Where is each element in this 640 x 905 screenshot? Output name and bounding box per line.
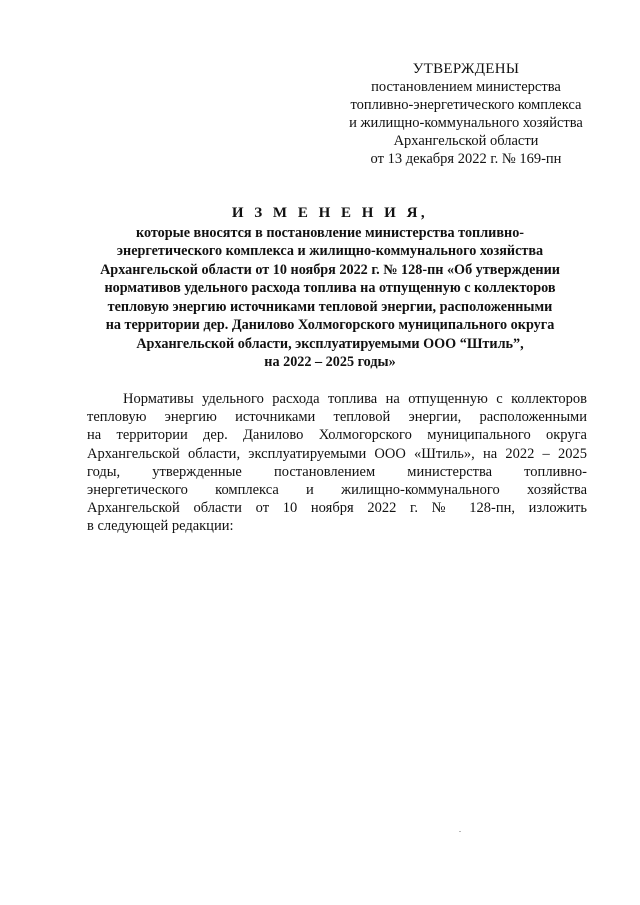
scan-speck (459, 831, 461, 832)
body-line-1: Нормативы удельного расхода топлива на отпущенную с коллекторов (123, 391, 587, 407)
title-line-6: на территории дер. Данилово Холмогорского муниципального округа (105, 317, 555, 333)
title-line-5: тепловую энергию источниками тепловой энергии, расположенными (107, 298, 553, 315)
approval-line-3: и жилищно-коммунального хозяйства (349, 115, 583, 131)
body-line-5: годы, утвержденные постановлением министерства топливно- (87, 463, 587, 480)
document-title-block (80, 204, 580, 372)
title-line-3: Архангельской области от 10 ноября 2022 г. № 128-пн «Об утверждении (100, 261, 560, 278)
body-line-2: тепловую энергию источниками тепловой энергии, расположенными (87, 409, 587, 426)
approval-block (336, 60, 596, 168)
body-line-7: Архангельской области от 10 ноября 2022 г. № 128-пн, изложить (87, 500, 587, 517)
approval-line-4: Архангельской области (393, 133, 539, 149)
body-line-8: в следующей редакции: (87, 518, 234, 535)
title-line-8: на 2022 – 2025 годы» (264, 354, 396, 370)
title-line-7: Архангельской области, эксплуатируемыми ООО “Штиль”, (136, 335, 524, 352)
title-line-1: которые вносятся в постановление министерства топливно- (135, 224, 525, 241)
approval-line-5: от 13 декабря 2022 г. № 169-пн (370, 151, 562, 167)
approval-line-2: топливно-энергетического комплекса (350, 97, 582, 113)
body-paragraph (87, 390, 587, 536)
body-line-6: энергетического комплекса и жилищно-коммунального хозяйства (87, 482, 587, 499)
body-line-3: на территории дер. Данилово Холмогорского муниципального округа (87, 427, 587, 444)
approval-line-1: постановлением министерства (371, 79, 561, 95)
document-title: И З М Е Н Е Н И Я, (231, 205, 429, 221)
approval-heading: УТВЕРЖДЕНЫ (412, 61, 520, 77)
title-line-4: нормативов удельного расхода топлива на отпущенную с коллекторов (104, 280, 556, 296)
title-line-2: энергетического комплекса и жилищно-коммунального хозяйства (116, 243, 544, 259)
body-line-4: Архангельской области, эксплуатируемыми ООО «Штиль», на 2022 – 2025 (87, 445, 587, 462)
